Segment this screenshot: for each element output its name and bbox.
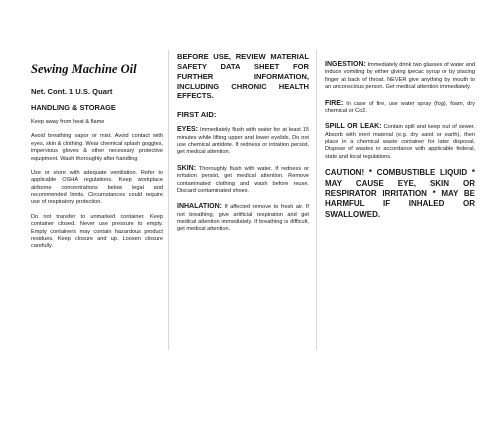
caution-warning: CAUTION! * COMBUSTIBLE LIQUID * MAY CAUSE EYE, SKIN OR RESPIRATOR IRRITATION * MAY BE HARMFUL IF INHALED OR SWALLOWED. bbox=[325, 168, 475, 219]
spill-text: Contain spill and keep out of sewer. Absorb with inert material (e.g. dry sand or earth), then place in a chemical waste container for later disposal. Dispose of wastes in accordance with applicable federal, state and local regulations. bbox=[325, 124, 475, 160]
handling-paragraph: Keep away from heat & flame bbox=[31, 119, 105, 125]
msds-notice: BEFORE USE, REVIEW MATERIAL SAFETY DATA SHEET FOR FURTHER INFORMATION, INCLUDING CHRONIC HEALTH EFFECTS. bbox=[177, 52, 309, 101]
handling-heading: HANDLING & STORAGE bbox=[31, 103, 116, 112]
skin-label: SKIN: bbox=[177, 164, 197, 172]
ingestion-instructions bbox=[325, 60, 475, 92]
column-divider-right bbox=[316, 50, 317, 350]
eyes-instructions bbox=[177, 125, 309, 157]
handling-paragraph: Do not transfer to unmarked container. Keep container closed. Never use pressure to empty. Empty containers may contain hazardous product residues. Keep closure and up. Loosen closure carefully. bbox=[31, 213, 163, 250]
ingestion-text: Immediately drink two glasses of water and induce vomiting by either giving ipecac syrup or by placing finger at back of throat. NEVER give anything by mouth to an unconscious person. Get medical attention immediately. bbox=[325, 62, 475, 91]
net-contents: Net. Cont. 1 U.S. Quart bbox=[31, 87, 113, 96]
ingestion-label: INGESTION: bbox=[325, 61, 366, 68]
handling-paragraph: Avoid breathing vapor or mist. Avoid contact with eyes, skin & clothing. Wear chemical splash goggles, impervious gloves & other necessary protective equipment. Wash thoroughly after handling bbox=[31, 133, 163, 162]
fire-instructions bbox=[325, 99, 475, 116]
inhalation-label: INHALATION: bbox=[177, 203, 222, 211]
inhalation-text: If affected remove to fresh air. If not breathing, give artificial respiration and get medical attention immediately. If breathing is difficult, get medical attention. bbox=[177, 204, 309, 233]
fire-label: FIRE: bbox=[325, 99, 344, 107]
spill-label: SPILL OR LEAK: bbox=[325, 123, 382, 131]
product-title: Sewing Machine Oil bbox=[31, 62, 137, 76]
label-column-1 bbox=[31, 62, 163, 258]
label-column-2 bbox=[177, 52, 309, 241]
eyes-label: EYES: bbox=[177, 126, 199, 134]
handling-paragraph: Use or store with adequate ventilation. Refer to applicable OSHA regulations. Keep workplace airborne concentrations below legal and recommended limits. Circumstances could require use of respiratory protection. bbox=[31, 169, 163, 206]
label-column-3 bbox=[325, 60, 475, 220]
skin-instructions bbox=[177, 164, 309, 196]
first-aid-heading: FIRST AID: bbox=[177, 110, 217, 120]
fire-text: In case of fire, use water spray (fog), foam, dry chemical or Co2. bbox=[325, 100, 475, 114]
spill-instructions bbox=[325, 122, 475, 161]
skin-text: Thoroughly flush with water. If redness or irritation persist, get medical attention. Remove contaminated clothing and wash before reuse. Discard contaminated shoes. bbox=[177, 165, 309, 194]
eyes-text: Immediately flush with water for at least 15 minutes while lifting upper and lower eyelids. Do not use chemical antidote. If redness or irritation persist, get medical attention. bbox=[177, 127, 309, 156]
column-divider-left bbox=[168, 50, 169, 350]
inhalation-instructions bbox=[177, 202, 309, 234]
